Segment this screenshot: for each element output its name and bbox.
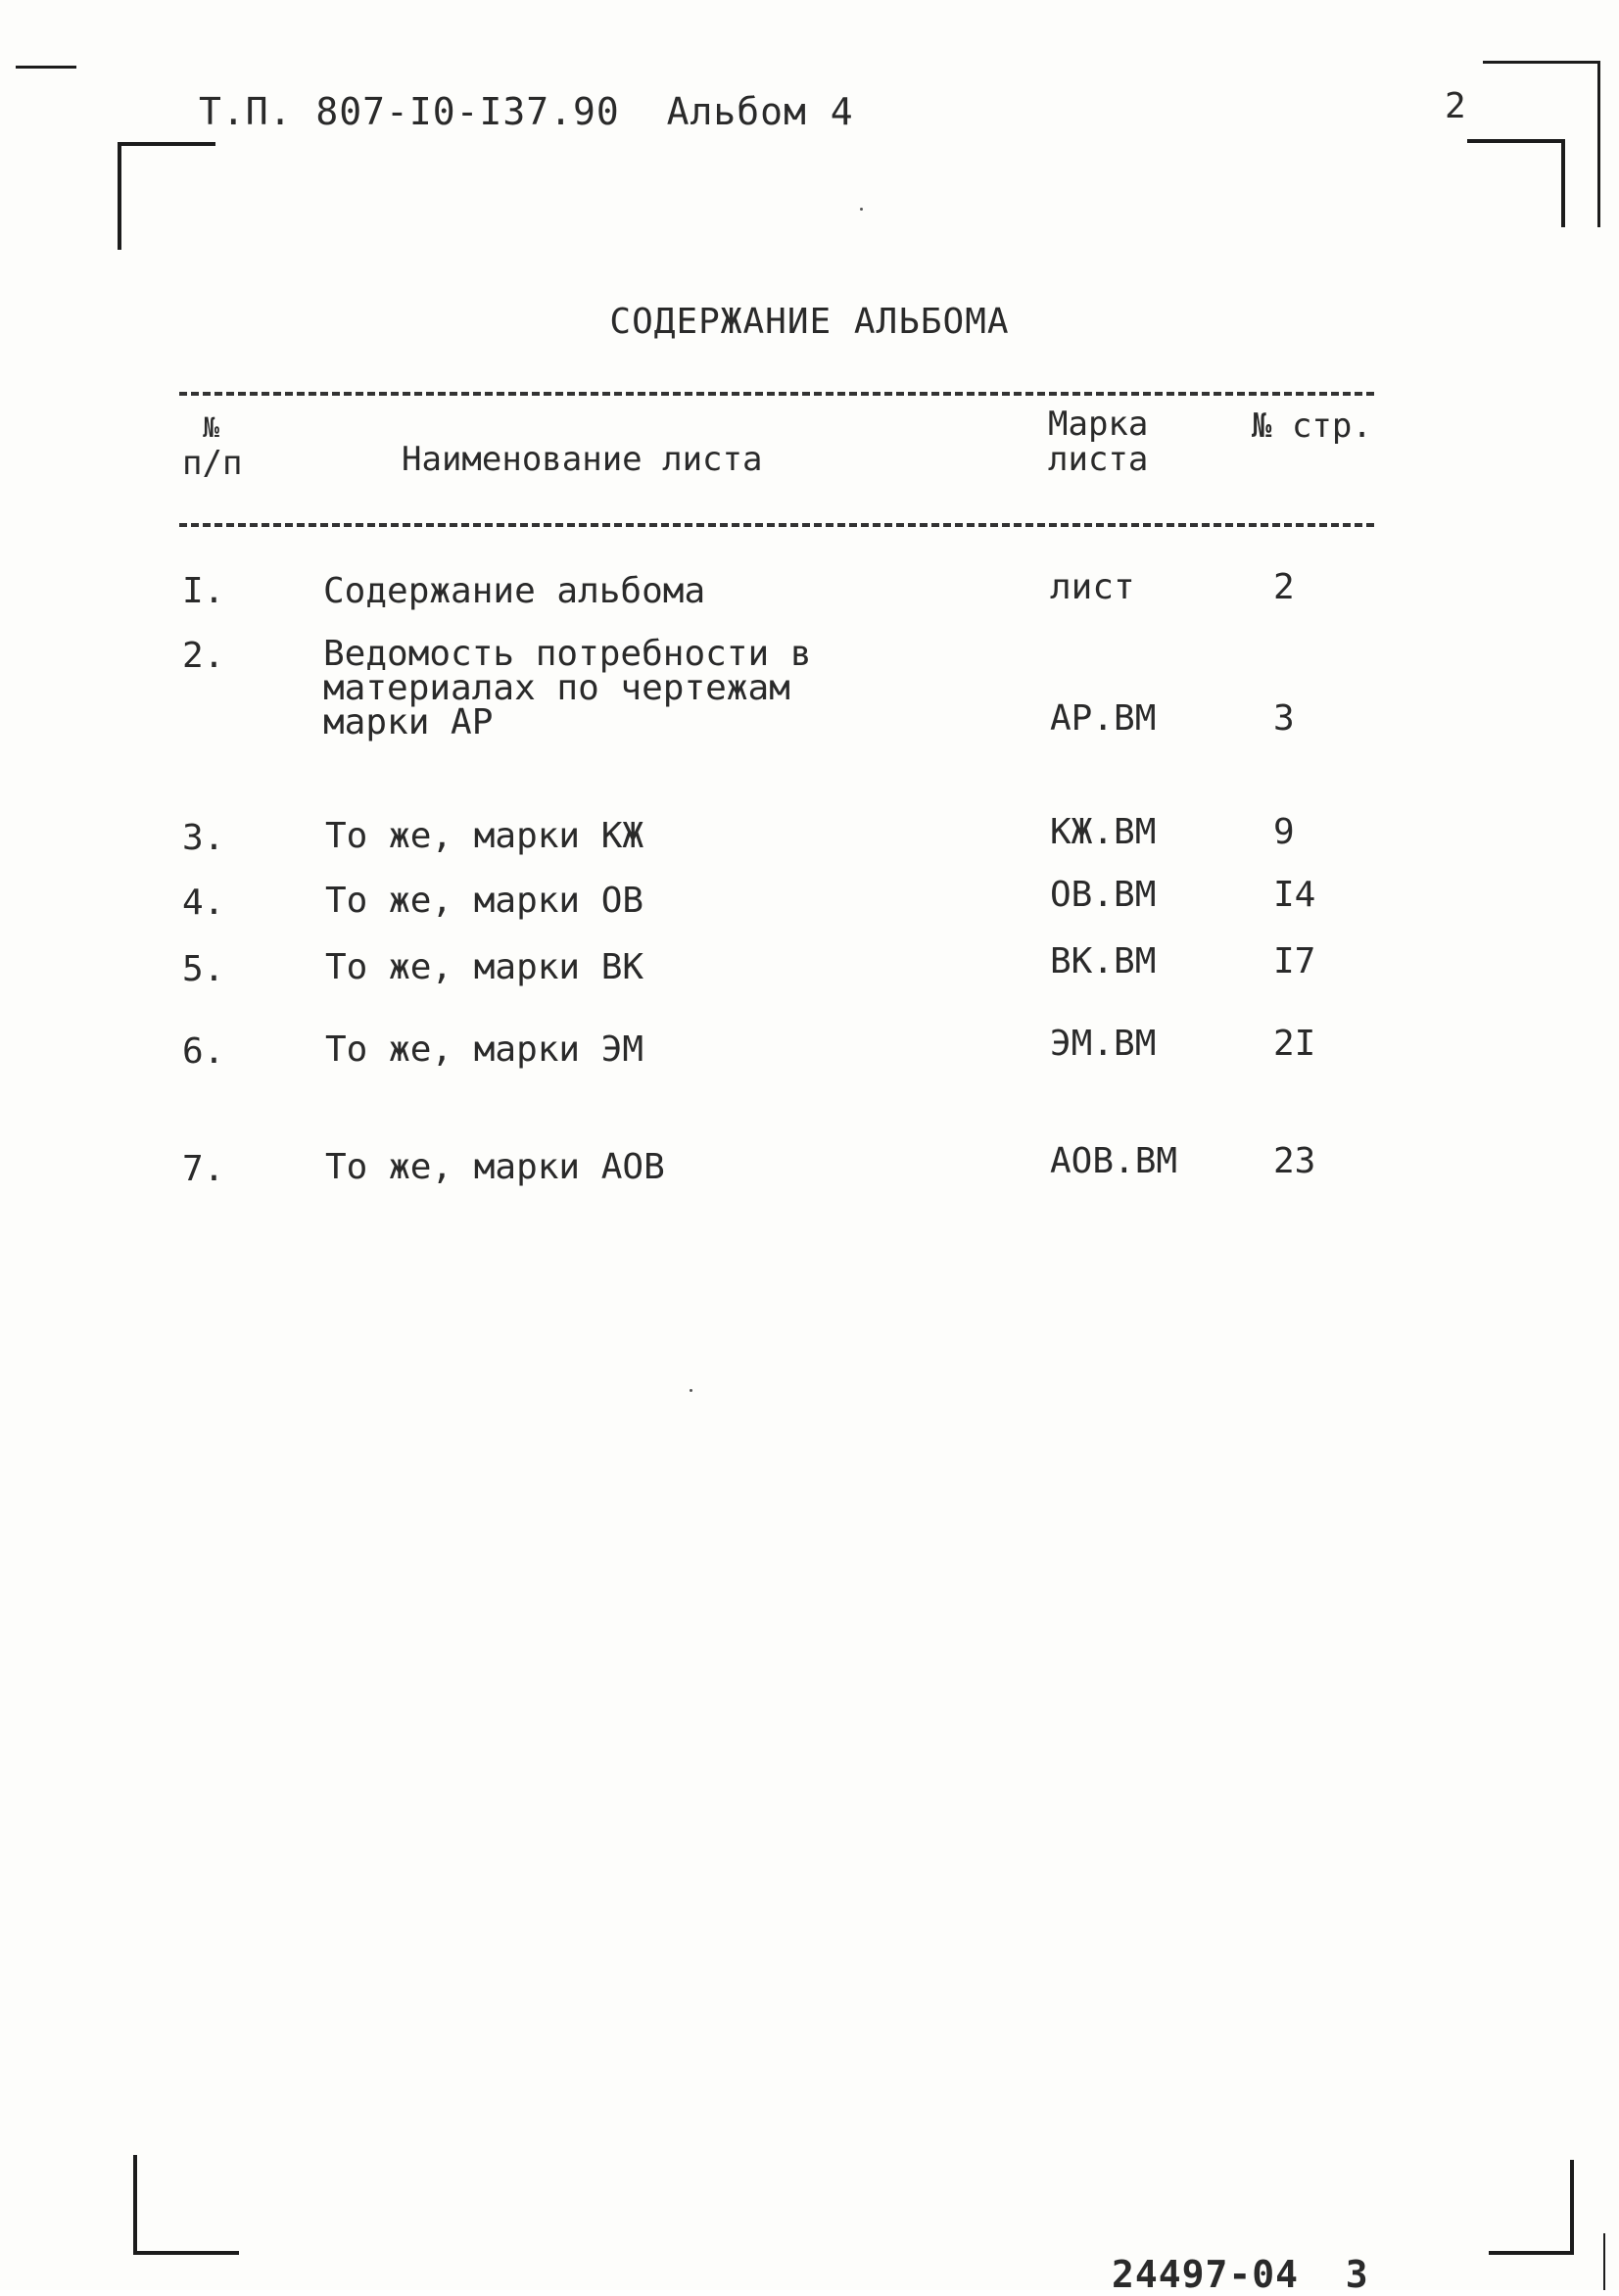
row-mark: АР.ВМ — [1050, 698, 1157, 739]
frame-corner-bottom-right-v — [1570, 2160, 1574, 2255]
column-header-number-mark: № — [203, 411, 219, 444]
top-left-short-rule — [16, 66, 76, 69]
row-number: 5. — [182, 949, 225, 989]
row-page: 23 — [1273, 1141, 1316, 1181]
row-number: I. — [182, 571, 225, 611]
archive-code: 24497-04 — [1112, 2253, 1300, 2296]
row-number: 4. — [182, 883, 225, 923]
row-page: 2 — [1273, 567, 1295, 607]
column-header-name: Наименование листа — [402, 440, 763, 479]
row-number: 2. — [182, 636, 225, 676]
table-top-rule — [179, 392, 1374, 396]
row-name: То же, марки ВК — [325, 947, 644, 987]
album-label: Альбом 4 — [666, 90, 854, 133]
row-page: I4 — [1273, 875, 1316, 915]
row-name: Ведомость потребности в — [323, 634, 812, 674]
frame-corner-bottom-left-v — [133, 2155, 137, 2255]
scan-speck — [860, 208, 863, 211]
frame-corner-top-right-outer-h — [1483, 61, 1600, 64]
column-header-page: № стр. — [1252, 407, 1372, 446]
row-name: Содержание альбома — [323, 571, 706, 611]
row-mark: ОВ.ВМ — [1050, 875, 1157, 915]
frame-corner-bottom-right-h — [1489, 2251, 1574, 2255]
page-title: СОДЕРЖАНИЕ АЛЬБОМА — [609, 302, 1010, 342]
page-number: 2 — [1445, 86, 1466, 126]
column-header-mark-line2: листа — [1048, 440, 1149, 479]
scan-edge-mark — [1603, 2233, 1605, 2290]
row-name: То же, марки КЖ — [325, 816, 644, 856]
column-header-number: п/п — [182, 444, 243, 483]
row-number: 3. — [182, 818, 225, 858]
row-mark: ЭМ.ВМ — [1050, 1024, 1157, 1064]
row-name: материалах по чертежам — [323, 668, 790, 708]
row-number: 6. — [182, 1031, 225, 1072]
row-mark: АОВ.ВМ — [1050, 1141, 1178, 1181]
row-page: 3 — [1273, 698, 1295, 739]
row-page: I7 — [1273, 941, 1316, 981]
row-mark: лист — [1050, 567, 1135, 607]
row-page: 2I — [1273, 1024, 1316, 1064]
frame-corner-top-left-h — [118, 142, 215, 146]
row-name: марки АР — [323, 702, 494, 742]
scan-speck — [690, 1389, 692, 1392]
frame-corner-top-left-v — [118, 142, 121, 250]
archive-number — [1112, 2253, 1369, 2296]
document-code-header — [199, 90, 854, 133]
row-number: 7. — [182, 1149, 225, 1189]
archive-sheet: 3 — [1345, 2253, 1369, 2296]
frame-corner-top-right-outer-v — [1597, 61, 1600, 227]
column-header-mark-line1: Марка — [1048, 405, 1149, 444]
row-mark: КЖ.ВМ — [1050, 812, 1157, 852]
row-page: 9 — [1273, 812, 1295, 852]
frame-corner-bottom-left-h — [133, 2251, 239, 2255]
frame-corner-top-right-inner-v — [1561, 139, 1565, 227]
row-name: То же, марки ЭМ — [325, 1029, 644, 1070]
project-code: Т.П. 807-I0-I37.90 — [199, 90, 620, 133]
row-mark: ВК.ВМ — [1050, 941, 1157, 981]
row-name: То же, марки АОВ — [325, 1147, 665, 1187]
frame-corner-top-right-inner-h — [1467, 139, 1565, 143]
table-header-rule — [179, 523, 1374, 527]
row-name: То же, марки ОВ — [325, 881, 644, 921]
